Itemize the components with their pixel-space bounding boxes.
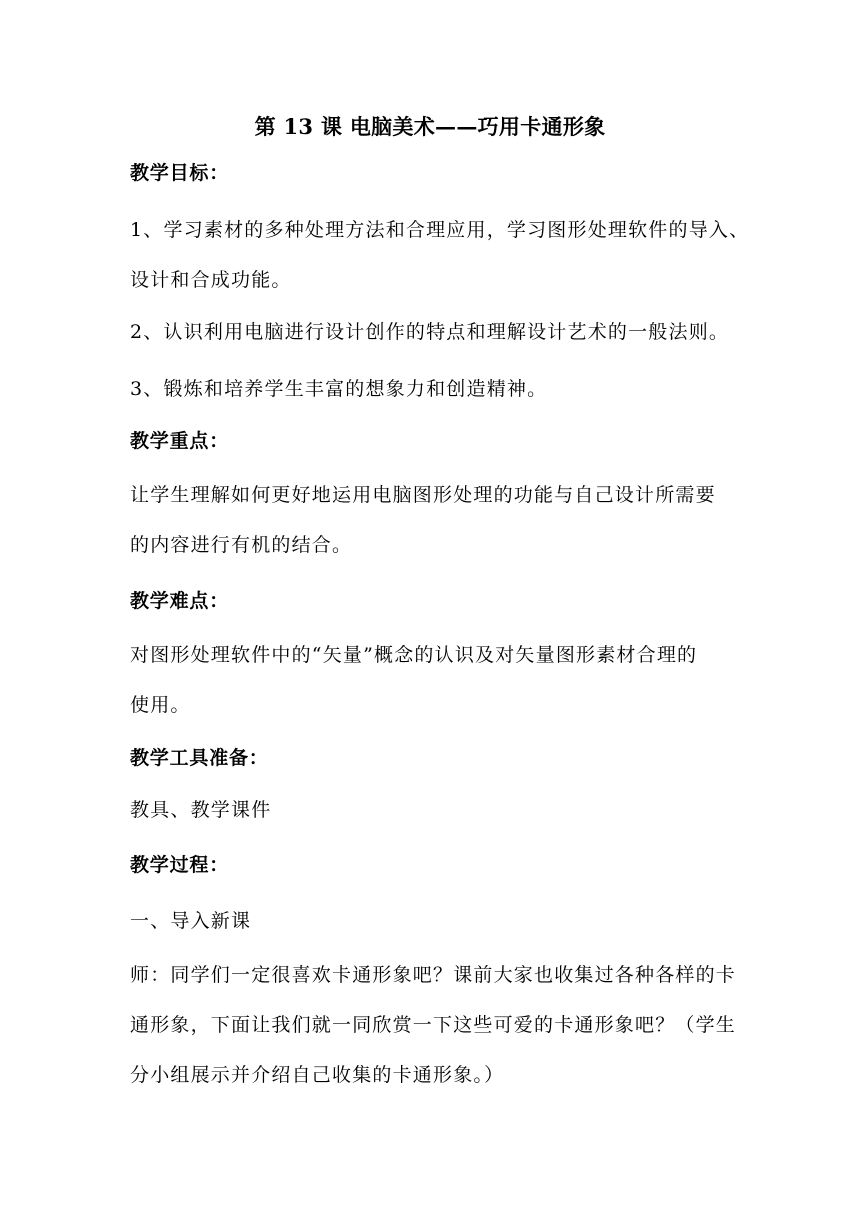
section-teaching-objectives xyxy=(130,148,740,198)
process-text xyxy=(130,950,740,1100)
section-key-points xyxy=(130,416,740,466)
objectives-text-2 xyxy=(130,307,740,357)
text-line: 1、学习素材的多种处理方法和合理应用，学习图形处理软件的导入、 xyxy=(130,219,750,241)
section-process xyxy=(130,840,740,890)
text-line: 对图形处理软件中的“矢量”概念的认识及对矢量图形素材合理的 xyxy=(130,644,698,666)
section-tools xyxy=(130,733,740,783)
text-line: 师：同学们一定很喜欢卡通形象吧？课前大家也收集过各种各样的卡 xyxy=(130,964,737,986)
text-line: 2、认识利用电脑进行设计创作的特点和理解设计艺术的一般法则。 xyxy=(130,321,730,343)
text-line: 分小组展示并介绍自己收集的卡通形象。） xyxy=(130,1064,505,1086)
document-title: 第 13 课 电脑美术——巧用卡通形象 xyxy=(254,114,606,139)
text-line: 教具、教学课件 xyxy=(130,799,272,821)
objectives-text-3 xyxy=(130,364,740,414)
process-step-1 xyxy=(130,896,740,946)
section-heading: 教学目标： xyxy=(130,162,230,184)
text-line: 使用。 xyxy=(130,694,191,716)
section-heading: 教学工具准备： xyxy=(130,747,269,769)
text-line: 一、导入新课 xyxy=(130,910,252,932)
text-line: 设计和合成功能。 xyxy=(130,269,292,291)
objectives-text xyxy=(130,205,750,305)
difficulties-text xyxy=(130,630,740,730)
text-line: 3、锻炼和培养学生丰富的想象力和创造精神。 xyxy=(130,378,548,400)
text-line: 让学生理解如何更好地运用电脑图形处理的功能与自己设计所需要 xyxy=(130,484,716,506)
key-points-text xyxy=(130,470,740,570)
section-heading: 教学难点： xyxy=(130,590,230,612)
section-difficulties xyxy=(130,576,740,626)
section-heading: 教学重点： xyxy=(130,430,230,452)
tools-text xyxy=(130,785,740,835)
text-line: 通形象，下面让我们就一同欣赏一下这些可爱的卡通形象吧？（学生 xyxy=(130,1014,737,1036)
section-heading: 教学过程： xyxy=(130,854,230,876)
text-line: 的内容进行有机的结合。 xyxy=(130,534,353,556)
